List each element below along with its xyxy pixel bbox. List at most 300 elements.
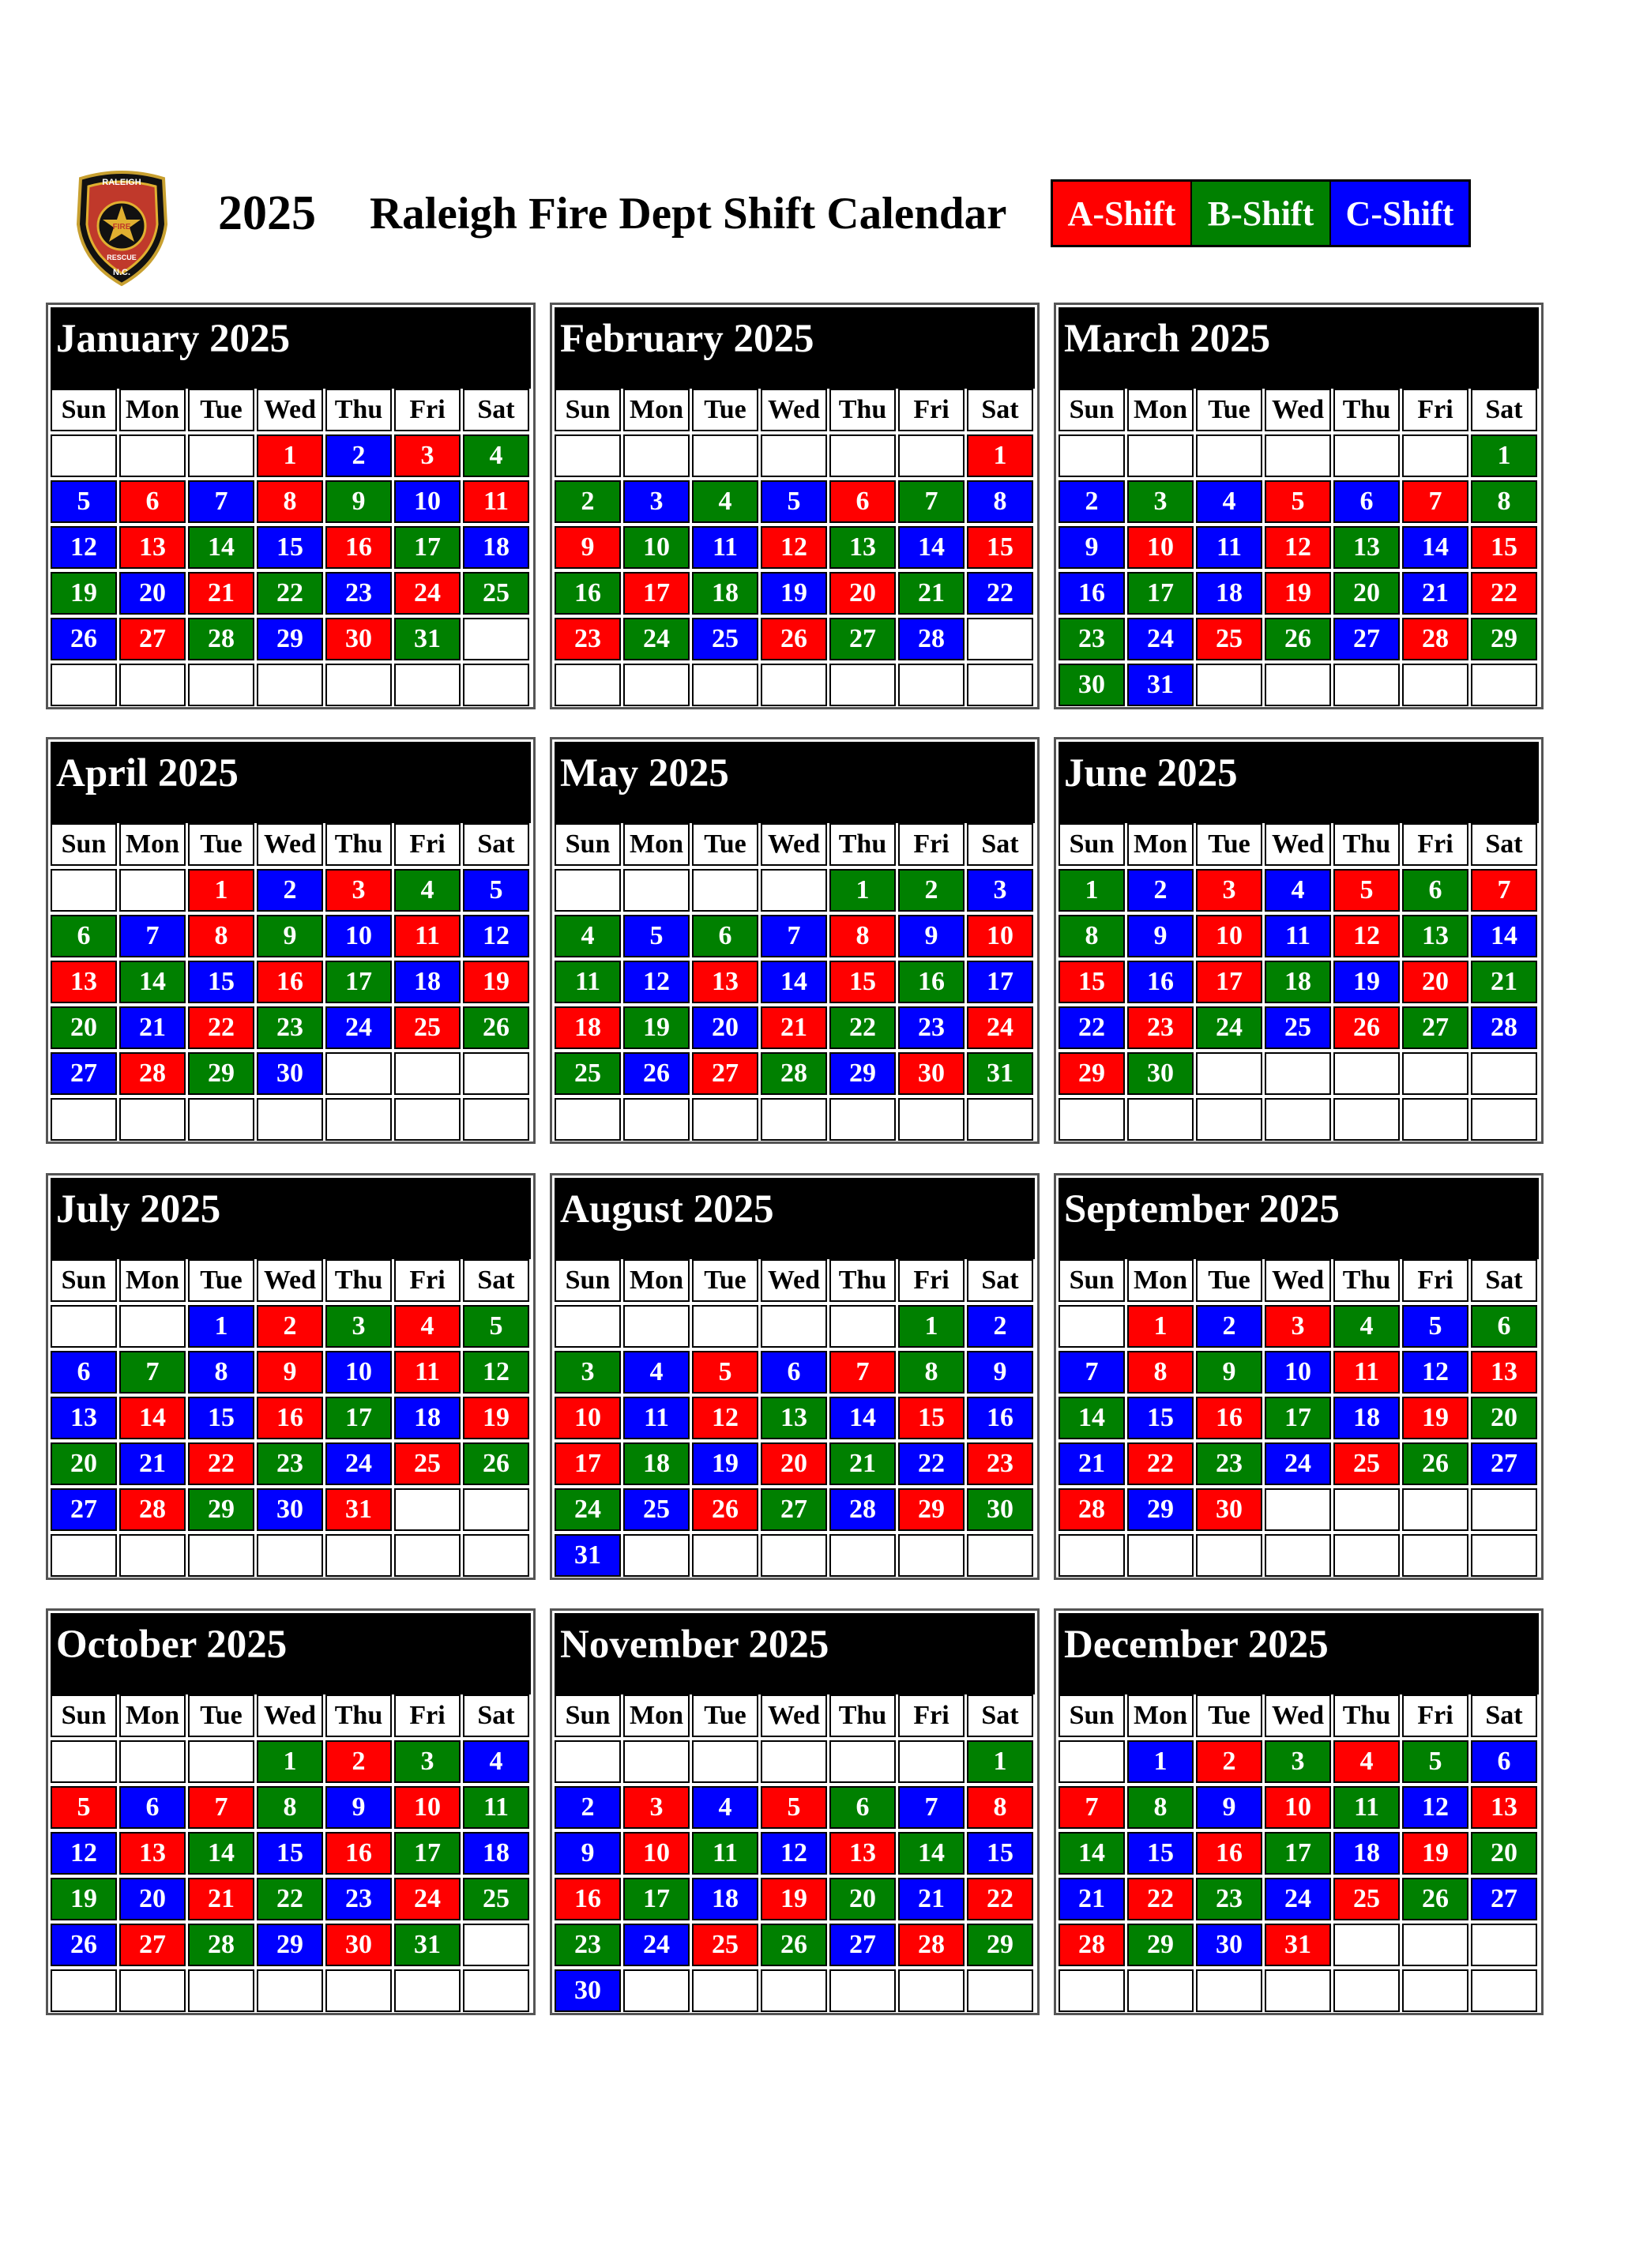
empty-day-cell xyxy=(829,434,896,477)
day-cell: 24 xyxy=(325,1006,392,1049)
day-cell: 9 xyxy=(967,1351,1033,1394)
day-cell: 8 xyxy=(898,1351,965,1394)
day-cell: 22 xyxy=(1127,1442,1194,1485)
day-cell: 18 xyxy=(394,961,461,1003)
empty-day-cell xyxy=(1265,434,1331,477)
day-cell: 24 xyxy=(1196,1006,1262,1049)
day-cell: 26 xyxy=(761,1924,827,1966)
day-cell: 13 xyxy=(119,526,186,569)
day-cell: 31 xyxy=(394,1924,461,1966)
day-cell: 4 xyxy=(555,915,621,957)
day-cell: 27 xyxy=(829,618,896,660)
empty-day-cell xyxy=(761,869,827,912)
day-cell: 25 xyxy=(1196,618,1262,660)
empty-day-cell xyxy=(1471,1488,1537,1531)
empty-day-cell xyxy=(692,1098,758,1141)
weekday-header: Wed xyxy=(1265,1259,1331,1302)
day-cell: 20 xyxy=(51,1442,117,1485)
day-cell: 28 xyxy=(898,1924,965,1966)
day-cell: 31 xyxy=(967,1052,1033,1095)
empty-day-cell xyxy=(188,434,254,477)
day-cell: 5 xyxy=(1333,869,1400,912)
month-title: April 2025 xyxy=(56,751,239,795)
empty-day-cell xyxy=(1333,1534,1400,1577)
empty-day-cell xyxy=(829,1740,896,1783)
weekday-header: Sun xyxy=(51,823,117,866)
day-cell: 12 xyxy=(623,961,690,1003)
day-cell: 3 xyxy=(623,1786,690,1829)
empty-day-cell xyxy=(394,1052,461,1095)
empty-day-cell xyxy=(1265,1488,1331,1531)
day-cell: 4 xyxy=(1196,480,1262,523)
day-cell: 21 xyxy=(1059,1878,1125,1920)
weekday-header: Wed xyxy=(1265,389,1331,431)
empty-day-cell xyxy=(1471,1924,1537,1966)
day-cell: 29 xyxy=(1059,1052,1125,1095)
day-cell: 23 xyxy=(555,618,621,660)
day-cell: 31 xyxy=(1265,1924,1331,1966)
weekday-header: Tue xyxy=(1196,389,1262,431)
weekday-header: Mon xyxy=(119,823,186,866)
empty-day-cell xyxy=(1196,1969,1262,2012)
month-calendar xyxy=(550,303,1040,709)
day-cell: 22 xyxy=(967,572,1033,615)
empty-day-cell xyxy=(555,1098,621,1141)
day-cell: 29 xyxy=(257,618,323,660)
weekday-header: Sat xyxy=(967,823,1033,866)
day-cell: 1 xyxy=(257,434,323,477)
day-cell: 22 xyxy=(257,1878,323,1920)
day-cell: 27 xyxy=(119,1924,186,1966)
empty-day-cell xyxy=(1059,1305,1125,1348)
day-cell: 28 xyxy=(188,1924,254,1966)
day-cell: 10 xyxy=(1127,526,1194,569)
day-cell: 25 xyxy=(394,1442,461,1485)
day-cell: 18 xyxy=(1265,961,1331,1003)
day-cell: 9 xyxy=(325,1786,392,1829)
day-cell: 29 xyxy=(188,1052,254,1095)
empty-day-cell xyxy=(463,1969,529,2012)
day-cell: 7 xyxy=(1059,1351,1125,1394)
weekday-header: Fri xyxy=(394,1259,461,1302)
weekday-header: Sun xyxy=(51,1259,117,1302)
weekday-header: Tue xyxy=(188,389,254,431)
month-title: May 2025 xyxy=(560,751,729,795)
empty-day-cell xyxy=(898,1969,965,2012)
empty-day-cell xyxy=(1471,1052,1537,1095)
empty-day-cell xyxy=(555,434,621,477)
month-title: September 2025 xyxy=(1064,1187,1340,1232)
day-cell: 13 xyxy=(119,1832,186,1875)
day-cell: 16 xyxy=(257,961,323,1003)
day-cell: 20 xyxy=(1333,572,1400,615)
empty-day-cell xyxy=(1333,1924,1400,1966)
day-cell: 14 xyxy=(898,526,965,569)
day-cell: 5 xyxy=(463,869,529,912)
day-cell: 6 xyxy=(1471,1305,1537,1348)
day-cell: 17 xyxy=(325,961,392,1003)
day-cell: 25 xyxy=(1333,1442,1400,1485)
day-cell: 12 xyxy=(1265,526,1331,569)
svg-text:N.C.: N.C. xyxy=(113,268,130,277)
empty-day-cell xyxy=(463,1924,529,1966)
month-calendar xyxy=(46,303,536,709)
empty-day-cell xyxy=(623,1098,690,1141)
weekday-header: Thu xyxy=(325,1259,392,1302)
empty-day-cell xyxy=(463,664,529,706)
day-cell: 9 xyxy=(555,1832,621,1875)
weekday-header: Sat xyxy=(463,823,529,866)
empty-day-cell xyxy=(51,1098,117,1141)
day-cell: 15 xyxy=(829,961,896,1003)
empty-day-cell xyxy=(1265,1534,1331,1577)
shift-legend xyxy=(1051,179,1471,247)
day-grid xyxy=(51,1694,531,2010)
day-cell: 5 xyxy=(51,1786,117,1829)
empty-day-cell xyxy=(1196,1534,1262,1577)
day-cell: 9 xyxy=(257,915,323,957)
day-cell: 20 xyxy=(1471,1832,1537,1875)
weekday-header: Fri xyxy=(898,1259,965,1302)
day-cell: 6 xyxy=(761,1351,827,1394)
day-cell: 13 xyxy=(692,961,758,1003)
weekday-header: Fri xyxy=(394,1694,461,1737)
day-cell: 27 xyxy=(829,1924,896,1966)
day-cell: 19 xyxy=(692,1442,758,1485)
empty-day-cell xyxy=(1333,664,1400,706)
empty-day-cell xyxy=(394,1488,461,1531)
weekday-header: Sat xyxy=(1471,1259,1537,1302)
empty-day-cell xyxy=(257,1969,323,2012)
day-cell: 10 xyxy=(1265,1786,1331,1829)
day-cell: 8 xyxy=(257,1786,323,1829)
empty-day-cell xyxy=(257,1098,323,1141)
empty-day-cell xyxy=(898,1740,965,1783)
day-cell: 13 xyxy=(51,961,117,1003)
day-cell: 7 xyxy=(829,1351,896,1394)
day-cell: 26 xyxy=(1402,1878,1468,1920)
day-cell: 21 xyxy=(898,1878,965,1920)
day-cell: 20 xyxy=(829,1878,896,1920)
day-cell: 13 xyxy=(829,526,896,569)
day-cell: 3 xyxy=(1127,480,1194,523)
day-grid xyxy=(1059,389,1539,705)
day-cell: 21 xyxy=(1059,1442,1125,1485)
day-cell: 6 xyxy=(51,1351,117,1394)
day-cell: 29 xyxy=(257,1924,323,1966)
day-cell: 21 xyxy=(188,572,254,615)
empty-day-cell xyxy=(692,1534,758,1577)
month-title: February 2025 xyxy=(560,317,814,361)
day-cell: 21 xyxy=(898,572,965,615)
empty-day-cell xyxy=(761,1534,827,1577)
day-cell: 19 xyxy=(761,572,827,615)
day-cell: 26 xyxy=(1265,618,1331,660)
day-cell: 20 xyxy=(1471,1397,1537,1439)
day-cell: 7 xyxy=(761,915,827,957)
weekday-header: Fri xyxy=(1402,1259,1468,1302)
day-cell: 31 xyxy=(325,1488,392,1531)
day-cell: 21 xyxy=(188,1878,254,1920)
day-cell: 25 xyxy=(463,572,529,615)
day-cell: 30 xyxy=(1196,1924,1262,1966)
day-cell: 7 xyxy=(1059,1786,1125,1829)
day-cell: 16 xyxy=(325,526,392,569)
day-cell: 14 xyxy=(1402,526,1468,569)
empty-day-cell xyxy=(1471,664,1537,706)
day-cell: 1 xyxy=(967,434,1033,477)
day-cell: 24 xyxy=(555,1488,621,1531)
empty-day-cell xyxy=(188,1740,254,1783)
day-cell: 13 xyxy=(1471,1786,1537,1829)
day-cell: 18 xyxy=(463,526,529,569)
empty-day-cell xyxy=(51,1305,117,1348)
day-cell: 22 xyxy=(967,1878,1033,1920)
weekday-header: Thu xyxy=(325,1694,392,1737)
empty-day-cell xyxy=(1196,664,1262,706)
day-cell: 9 xyxy=(1196,1351,1262,1394)
empty-day-cell xyxy=(1196,1052,1262,1095)
day-cell: 1 xyxy=(188,1305,254,1348)
weekday-header: Wed xyxy=(761,1694,827,1737)
weekday-header: Sun xyxy=(1059,823,1125,866)
day-cell: 19 xyxy=(463,961,529,1003)
month-title: March 2025 xyxy=(1064,317,1271,361)
day-cell: 30 xyxy=(1059,664,1125,706)
empty-day-cell xyxy=(898,1534,965,1577)
empty-day-cell xyxy=(119,869,186,912)
day-grid xyxy=(555,1259,1035,1575)
empty-day-cell xyxy=(967,1534,1033,1577)
empty-day-cell xyxy=(1402,1488,1468,1531)
weekday-header: Tue xyxy=(692,1694,758,1737)
day-cell: 23 xyxy=(257,1006,323,1049)
empty-day-cell xyxy=(1333,1488,1400,1531)
day-cell: 1 xyxy=(1127,1740,1194,1783)
day-cell: 10 xyxy=(623,1832,690,1875)
day-cell: 13 xyxy=(1333,526,1400,569)
month-header xyxy=(555,1613,1035,1694)
day-cell: 21 xyxy=(1471,961,1537,1003)
month-header xyxy=(51,307,531,389)
month-header xyxy=(555,742,1035,823)
day-cell: 19 xyxy=(623,1006,690,1049)
day-cell: 10 xyxy=(555,1397,621,1439)
day-cell: 8 xyxy=(829,915,896,957)
day-cell: 25 xyxy=(623,1488,690,1531)
day-cell: 12 xyxy=(463,915,529,957)
day-cell: 28 xyxy=(829,1488,896,1531)
day-cell: 30 xyxy=(555,1969,621,2012)
day-cell: 28 xyxy=(898,618,965,660)
day-cell: 10 xyxy=(325,1351,392,1394)
empty-day-cell xyxy=(1127,1969,1194,2012)
empty-day-cell xyxy=(1402,1534,1468,1577)
day-cell: 13 xyxy=(1471,1351,1537,1394)
day-cell: 26 xyxy=(1402,1442,1468,1485)
day-cell: 6 xyxy=(51,915,117,957)
day-grid xyxy=(555,823,1035,1139)
weekday-header: Thu xyxy=(1333,823,1400,866)
empty-day-cell xyxy=(623,664,690,706)
empty-day-cell xyxy=(119,1969,186,2012)
day-cell: 25 xyxy=(692,618,758,660)
day-cell: 18 xyxy=(692,572,758,615)
day-cell: 4 xyxy=(692,1786,758,1829)
month-calendar xyxy=(1054,1608,1544,2015)
month-title: October 2025 xyxy=(56,1623,288,1667)
day-cell: 28 xyxy=(119,1488,186,1531)
weekday-header: Tue xyxy=(188,823,254,866)
empty-day-cell xyxy=(325,1052,392,1095)
empty-day-cell xyxy=(555,869,621,912)
day-cell: 16 xyxy=(1196,1397,1262,1439)
month-calendar xyxy=(1054,737,1544,1144)
day-cell: 22 xyxy=(1127,1878,1194,1920)
empty-day-cell xyxy=(623,1305,690,1348)
weekday-header: Fri xyxy=(394,823,461,866)
day-cell: 8 xyxy=(1471,480,1537,523)
weekday-header: Tue xyxy=(188,1694,254,1737)
day-cell: 6 xyxy=(119,1786,186,1829)
day-cell: 15 xyxy=(1059,961,1125,1003)
month-header xyxy=(51,1613,531,1694)
day-grid xyxy=(51,389,531,705)
day-grid xyxy=(1059,1694,1539,2010)
empty-day-cell xyxy=(1265,1098,1331,1141)
day-cell: 17 xyxy=(325,1397,392,1439)
empty-day-cell xyxy=(394,1969,461,2012)
empty-day-cell xyxy=(829,1305,896,1348)
weekday-header: Mon xyxy=(623,1259,690,1302)
day-cell: 26 xyxy=(51,618,117,660)
day-cell: 9 xyxy=(325,480,392,523)
weekday-header: Mon xyxy=(623,1694,690,1737)
day-cell: 23 xyxy=(898,1006,965,1049)
weekday-header: Tue xyxy=(692,1259,758,1302)
day-cell: 5 xyxy=(761,1786,827,1829)
day-cell: 7 xyxy=(1471,869,1537,912)
day-cell: 17 xyxy=(1127,572,1194,615)
day-cell: 5 xyxy=(1402,1740,1468,1783)
empty-day-cell xyxy=(1333,434,1400,477)
month-header xyxy=(555,307,1035,389)
day-cell: 1 xyxy=(1471,434,1537,477)
weekday-header: Fri xyxy=(898,823,965,866)
weekday-header: Mon xyxy=(623,823,690,866)
weekday-header: Wed xyxy=(761,1259,827,1302)
day-cell: 15 xyxy=(967,526,1033,569)
empty-day-cell xyxy=(394,1098,461,1141)
empty-day-cell xyxy=(1402,1924,1468,1966)
empty-day-cell xyxy=(761,1098,827,1141)
day-cell: 17 xyxy=(1265,1397,1331,1439)
empty-day-cell xyxy=(692,869,758,912)
day-cell: 29 xyxy=(898,1488,965,1531)
day-cell: 11 xyxy=(692,1832,758,1875)
day-cell: 11 xyxy=(394,1351,461,1394)
empty-day-cell xyxy=(623,1969,690,2012)
empty-day-cell xyxy=(325,1969,392,2012)
weekday-header: Fri xyxy=(898,1694,965,1737)
weekday-header: Mon xyxy=(119,1259,186,1302)
weekday-header: Tue xyxy=(1196,1694,1262,1737)
legend-b-shift: B-Shift xyxy=(1190,182,1329,245)
weekday-header: Mon xyxy=(1127,823,1194,866)
month-header xyxy=(51,1178,531,1259)
day-cell: 10 xyxy=(967,915,1033,957)
weekday-header: Wed xyxy=(257,1694,323,1737)
day-cell: 26 xyxy=(1333,1006,1400,1049)
day-cell: 18 xyxy=(1333,1397,1400,1439)
day-cell: 18 xyxy=(1333,1832,1400,1875)
weekday-header: Sun xyxy=(1059,1694,1125,1737)
day-cell: 24 xyxy=(1265,1878,1331,1920)
day-cell: 15 xyxy=(257,526,323,569)
day-cell: 2 xyxy=(325,434,392,477)
day-cell: 3 xyxy=(623,480,690,523)
day-cell: 28 xyxy=(1402,618,1468,660)
day-cell: 11 xyxy=(394,915,461,957)
empty-day-cell xyxy=(119,1305,186,1348)
day-cell: 4 xyxy=(463,434,529,477)
weekday-header: Thu xyxy=(1333,389,1400,431)
day-cell: 22 xyxy=(188,1006,254,1049)
day-cell: 30 xyxy=(325,1924,392,1966)
empty-day-cell xyxy=(967,1098,1033,1141)
weekday-header: Thu xyxy=(829,389,896,431)
day-cell: 28 xyxy=(1059,1488,1125,1531)
day-cell: 6 xyxy=(829,1786,896,1829)
day-cell: 30 xyxy=(1127,1052,1194,1095)
day-cell: 26 xyxy=(463,1442,529,1485)
day-cell: 20 xyxy=(51,1006,117,1049)
empty-day-cell xyxy=(51,434,117,477)
day-cell: 26 xyxy=(761,618,827,660)
day-cell: 18 xyxy=(1196,572,1262,615)
day-cell: 7 xyxy=(119,1351,186,1394)
empty-day-cell xyxy=(188,664,254,706)
day-cell: 23 xyxy=(1059,618,1125,660)
day-cell: 7 xyxy=(188,1786,254,1829)
day-cell: 3 xyxy=(967,869,1033,912)
weekday-header: Fri xyxy=(1402,1694,1468,1737)
empty-day-cell xyxy=(119,664,186,706)
day-cell: 18 xyxy=(692,1878,758,1920)
day-cell: 30 xyxy=(325,618,392,660)
legend-a-shift: A-Shift xyxy=(1053,182,1190,245)
empty-day-cell xyxy=(692,664,758,706)
weekday-header: Sat xyxy=(463,389,529,431)
day-cell: 16 xyxy=(257,1397,323,1439)
day-cell: 15 xyxy=(1127,1832,1194,1875)
day-cell: 22 xyxy=(1471,572,1537,615)
day-cell: 20 xyxy=(1402,961,1468,1003)
day-cell: 11 xyxy=(1333,1786,1400,1829)
day-cell: 26 xyxy=(692,1488,758,1531)
day-cell: 12 xyxy=(692,1397,758,1439)
empty-day-cell xyxy=(325,1534,392,1577)
empty-day-cell xyxy=(463,1052,529,1095)
day-cell: 8 xyxy=(188,1351,254,1394)
day-cell: 21 xyxy=(119,1006,186,1049)
day-cell: 12 xyxy=(463,1351,529,1394)
empty-day-cell xyxy=(1333,1052,1400,1095)
day-cell: 20 xyxy=(761,1442,827,1485)
empty-day-cell xyxy=(1196,434,1262,477)
day-cell: 4 xyxy=(623,1351,690,1394)
day-cell: 7 xyxy=(898,1786,965,1829)
